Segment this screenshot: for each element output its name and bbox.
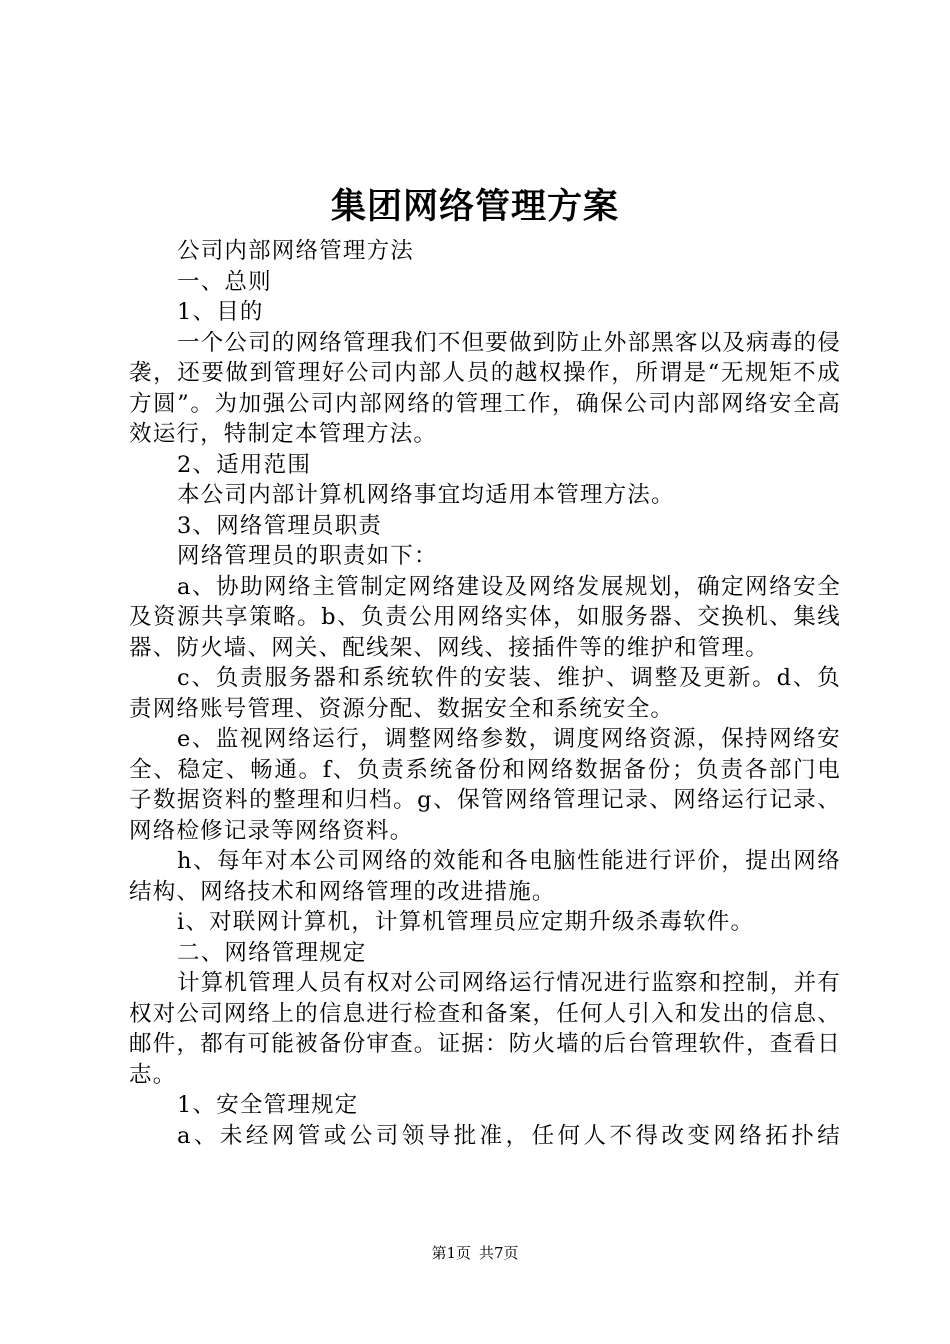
subsection-heading-security: 1、安全管理规定 xyxy=(177,1092,359,1118)
paragraph-duties-c-d: c、负责服务器和系统软件的安装、维护、调整及更新。d、负责网络账号管理、资源分配、数据安全和系统安全。 xyxy=(129,665,841,722)
subsection-heading-scope: 2、适用范围 xyxy=(177,451,312,478)
paragraph-duties-h: h、每年对本公司网络的效能和各电脑性能进行评价，提出网络结构、网络技术和网络管理的改进措施。 xyxy=(129,848,841,905)
paragraph-duties-a-b: a、协助网络主管制定网络建设及网络发展规划，确定网络安全及资源共享策略。b、负责公用网络实体，如服务器、交换机、集线器、防火墙、网关、配线架、网线、接插件等的维护和管理。 xyxy=(129,573,841,661)
page-total: 共7页 xyxy=(479,1244,519,1262)
paragraph-duties-i: i、对联网计算机，计算机管理员应定期升级杀毒软件。 xyxy=(177,909,755,935)
paragraph-purpose: 一个公司的网络管理我们不但要做到防止外部黑客以及病毒的侵袭，还要做到管理好公司内部人员的越权操作，所谓是“无规矩不成方圆”。为加强公司内部网络的管理工作，确保公司内部网络安全高效运行，特制定本管理方法。 xyxy=(129,329,841,447)
paragraph-security-a: a、未经网管或公司领导批准，任何人不得改变网络拓扑结 xyxy=(177,1122,841,1149)
page-footer xyxy=(0,1243,950,1263)
section-heading-regulations: 二、网络管理规定 xyxy=(177,939,367,966)
document-title: 集团网络管理方案 xyxy=(330,186,619,227)
page-number: 第1页 xyxy=(431,1244,471,1262)
paragraph-regulations: 计算机管理人员有权对公司网络运行情况进行监察和控制，并有权对公司网络上的信息进行检查和备案，任何人引入和发出的信息、邮件，都有可能被备份审查。证据：防火墙的后台管理软件，查看日志。 xyxy=(129,970,841,1088)
paragraph-duties-intro: 网络管理员的职责如下： xyxy=(177,543,438,569)
paragraph-duties-e-g: e、监视网络运行，调整网络参数，调度网络资源，保持网络安全、稳定、畅通。f、负责系统备份和网络数据备份；负责各部门电子数据资料的整理和归档。g、保管网络管理记录、网络运行记录、网络检修记录等网络资料。 xyxy=(129,726,841,844)
section-heading-general: 一、总则 xyxy=(177,268,272,295)
paragraph-scope: 本公司内部计算机网络事宜均适用本管理方法。 xyxy=(177,482,675,508)
document-body xyxy=(129,236,841,1151)
subsection-heading-purpose: 1、目的 xyxy=(177,299,264,325)
subsection-heading-admin-duties: 3、网络管理员职责 xyxy=(177,512,383,539)
paragraph-heading: 公司内部网络管理方法 xyxy=(177,238,415,264)
